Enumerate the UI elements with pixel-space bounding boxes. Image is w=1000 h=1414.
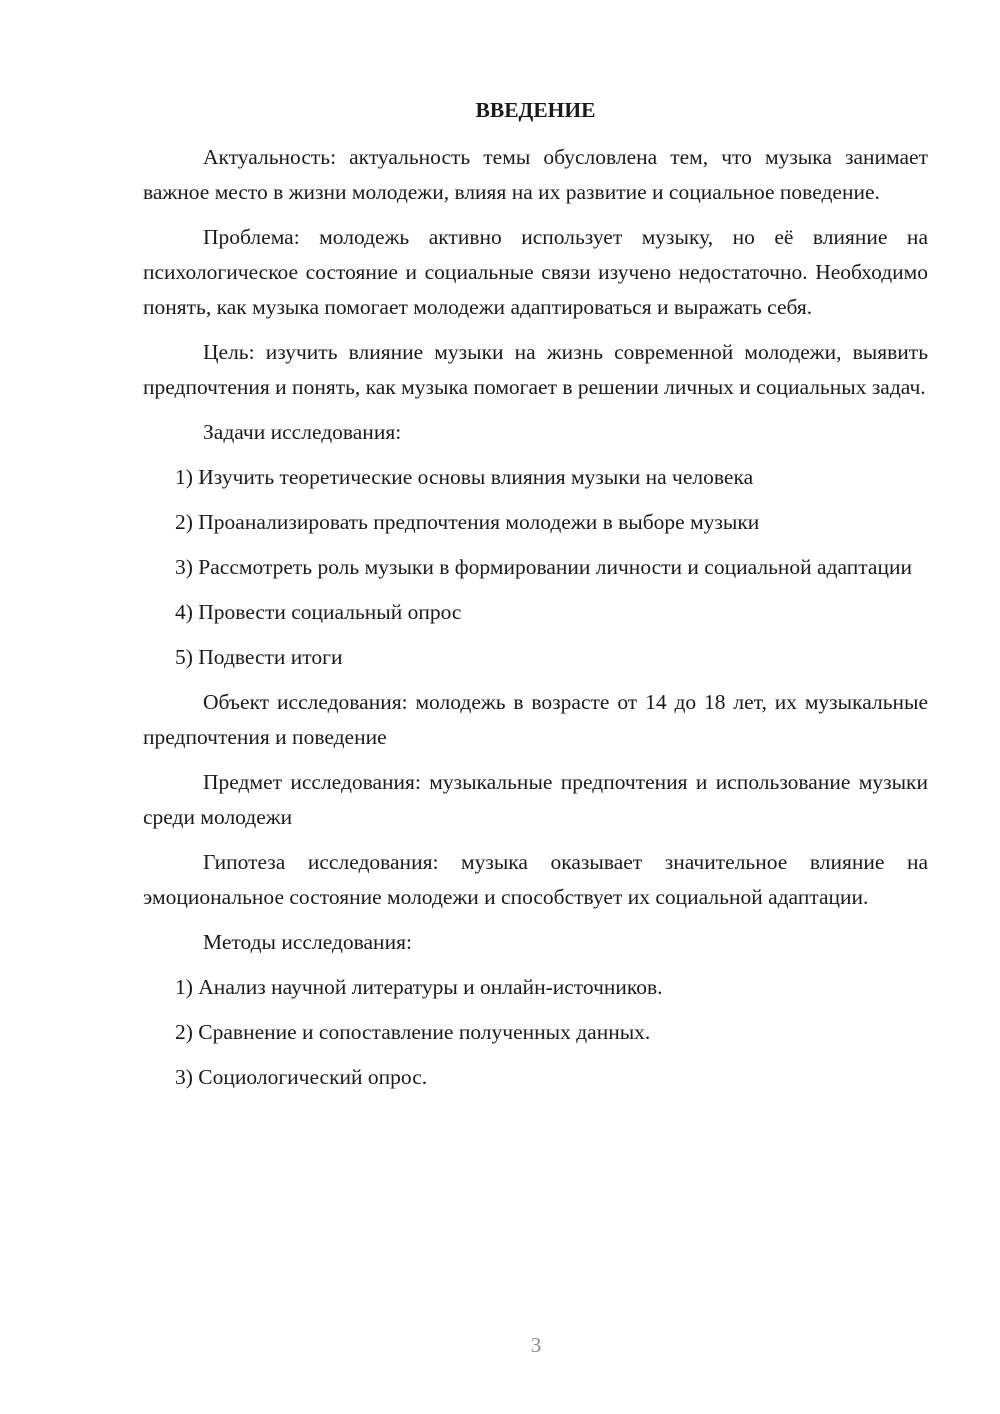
task-item-3: 3) Рассмотреть роль музыки в формировании личности и социальной адаптации (175, 555, 912, 579)
method-item-1: 1) Анализ научной литературы и онлайн-источников. (175, 975, 663, 999)
task-item-4: 4) Провести социальный опрос (175, 600, 462, 624)
goal-paragraph: Цель: изучить влияние музыки на жизнь современной молодежи, выявить предпочтения и понять, как музыка помогает в решении личных и социальных задач. (143, 340, 928, 399)
subject-paragraph: Предмет исследования: музыкальные предпочтения и использование музыки среди молодежи (143, 770, 928, 829)
section-title: ВВЕДЕНИЕ (475, 98, 596, 122)
page-content (143, 93, 928, 1105)
task-item-2: 2) Проанализировать предпочтения молодежи в выборе музыки (175, 510, 760, 534)
task-item-1: 1) Изучить теоретические основы влияния музыки на человека (175, 465, 754, 489)
method-item-3: 3) Социологический опрос. (175, 1065, 428, 1089)
method-item-2: 2) Сравнение и сопоставление полученных данных. (175, 1020, 651, 1044)
tasks-heading: Задачи исследования: (203, 420, 402, 444)
problem-paragraph: Проблема: молодежь активно использует музыку, но её влияние на психологическое состояние и социальные связи изучено недостаточно. Необходимо понять, как музыка помогает молодежи адаптироваться и выражать себя. (143, 225, 928, 319)
page-number: 3 (530, 1333, 542, 1357)
hypothesis-paragraph: Гипотеза исследования: музыка оказывает значительное влияние на эмоциональное состояние молодежи и способствует их социальной адаптации. (143, 850, 928, 909)
task-item-5: 5) Подвести итоги (175, 645, 343, 669)
relevance-paragraph: Актуальность: актуальность темы обусловлена тем, что музыка занимает важное место в жизни молодежи, влияя на их развитие и социальное поведение. (143, 145, 928, 204)
object-paragraph: Объект исследования: молодежь в возрасте от 14 до 18 лет, их музыкальные предпочтения и поведение (143, 690, 928, 749)
methods-heading: Методы исследования: (203, 930, 412, 954)
